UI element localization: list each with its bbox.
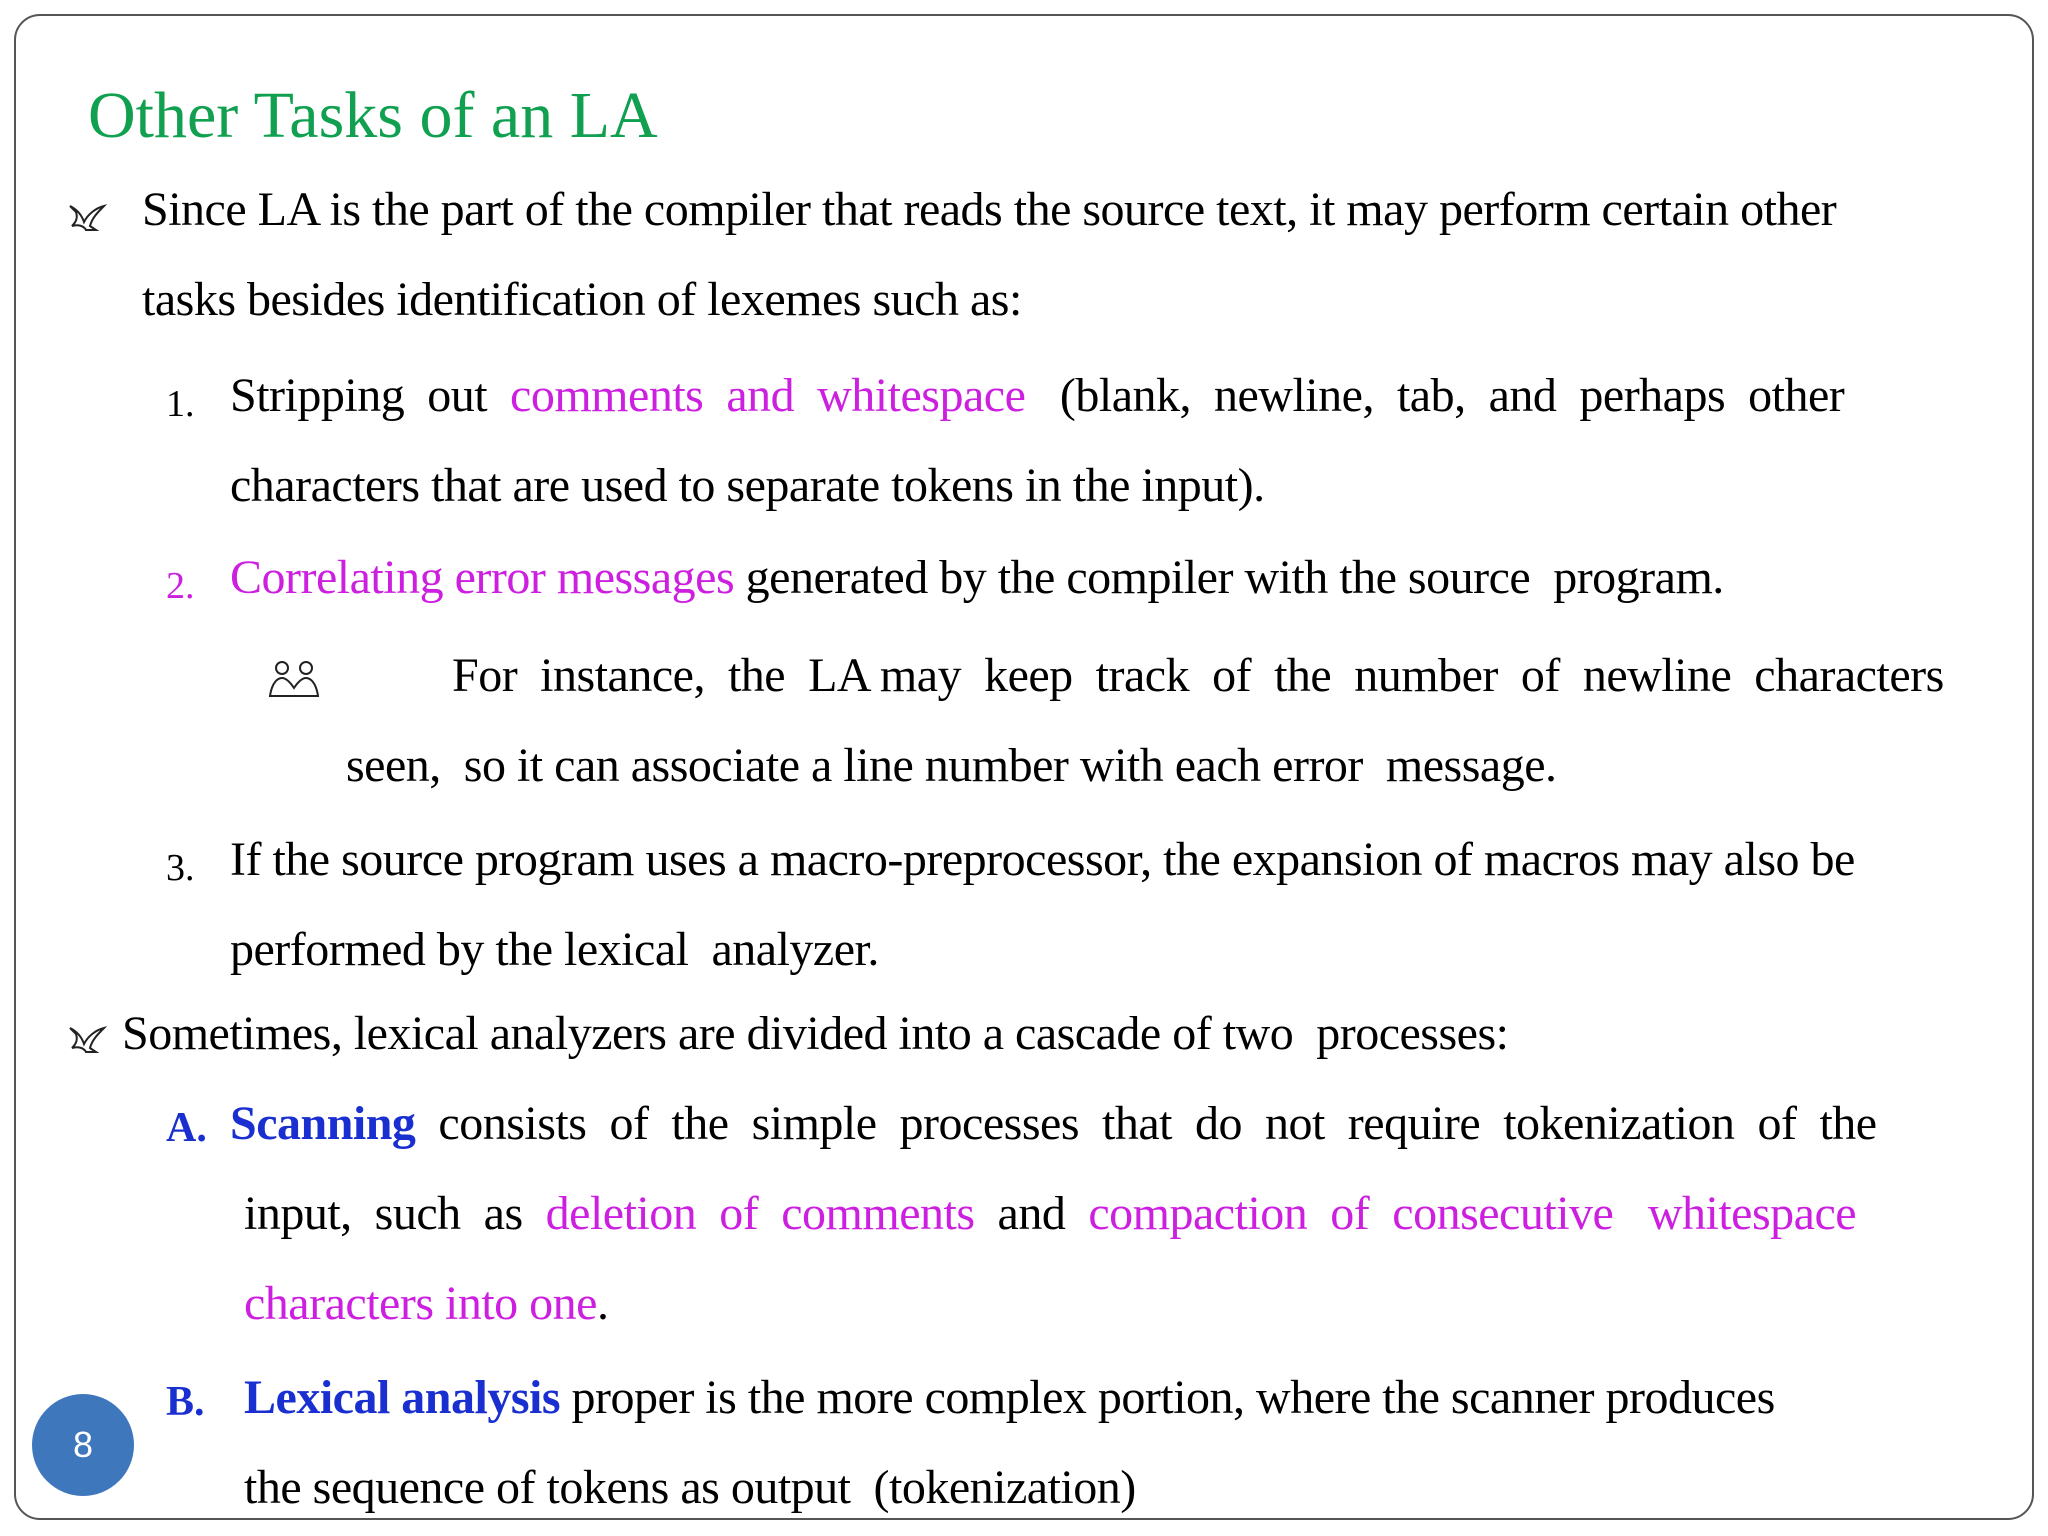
- processA-hl2: compaction of consecutive whitespace: [1088, 1187, 1857, 1240]
- slide-title: Other Tasks of an LA: [88, 79, 658, 152]
- processA-line1: [230, 1096, 1877, 1151]
- processA-marker: A.: [166, 1105, 207, 1151]
- sub-line1: For instance, the LA may keep track of the number of newline characters: [452, 649, 1944, 702]
- processB-line1-rest: proper is the more complex portion, where the scanner produces: [560, 1371, 1775, 1424]
- item3-line2: performed by the lexical analyzer.: [230, 923, 879, 976]
- processB-line1: [244, 1370, 1775, 1425]
- processA-mid: and: [974, 1187, 1089, 1240]
- bullet1-line1: Since LA is the part of the compiler that reads the source text, it may perform certain other: [142, 183, 1837, 236]
- item2-post: generated by the compiler with the source program.: [734, 551, 1724, 604]
- dove-icon: [66, 196, 108, 238]
- processA-line3: [244, 1276, 608, 1331]
- processB-term: Lexical analysis: [244, 1371, 561, 1424]
- item1-pre: Stripping out: [230, 369, 511, 422]
- processA-line3-post: .: [596, 1277, 609, 1330]
- processB-marker: B.: [166, 1379, 205, 1425]
- processA-line2: [244, 1186, 1856, 1241]
- sub-line2: seen, so it can associate a line number with each error message.: [346, 739, 1557, 792]
- bullet2-text: Sometimes, lexical analyzers are divided into a cascade of two processes:: [122, 1007, 1509, 1060]
- bullet1-line2: tasks besides identification of lexemes such as:: [142, 273, 1022, 326]
- item2-highlight: Correlating error messages: [230, 551, 735, 604]
- processB-line2: the sequence of tokens as output (tokenization): [244, 1461, 1136, 1514]
- processA-line3-hl: characters into one: [244, 1277, 597, 1330]
- item3-marker: 3.: [166, 847, 195, 889]
- people-icon: [266, 656, 322, 702]
- processA-term: Scanning: [230, 1097, 416, 1150]
- item1-highlight: comments and whitespace: [510, 369, 1026, 422]
- item2-line1: [230, 550, 1724, 605]
- item2-marker: 2.: [166, 565, 195, 607]
- item1-marker: 1.: [166, 383, 195, 425]
- page-number-badge: 8: [32, 1394, 134, 1496]
- dove-icon: [66, 1018, 108, 1060]
- processA-line1-rest: consists of the simple processes that do not require tokenization of the: [415, 1097, 1877, 1150]
- item1-line2: characters that are used to separate tokens in the input).: [230, 459, 1265, 512]
- item1-line1: [230, 368, 1844, 423]
- processA-line2-pre: input, such as: [244, 1187, 546, 1240]
- processA-hl1: deletion of comments: [545, 1187, 975, 1240]
- item3-line1: If the source program uses a macro-preprocessor, the expansion of macros may also be: [230, 833, 1855, 886]
- item1-post: (blank, newline, tab, and perhaps other: [1025, 369, 1845, 422]
